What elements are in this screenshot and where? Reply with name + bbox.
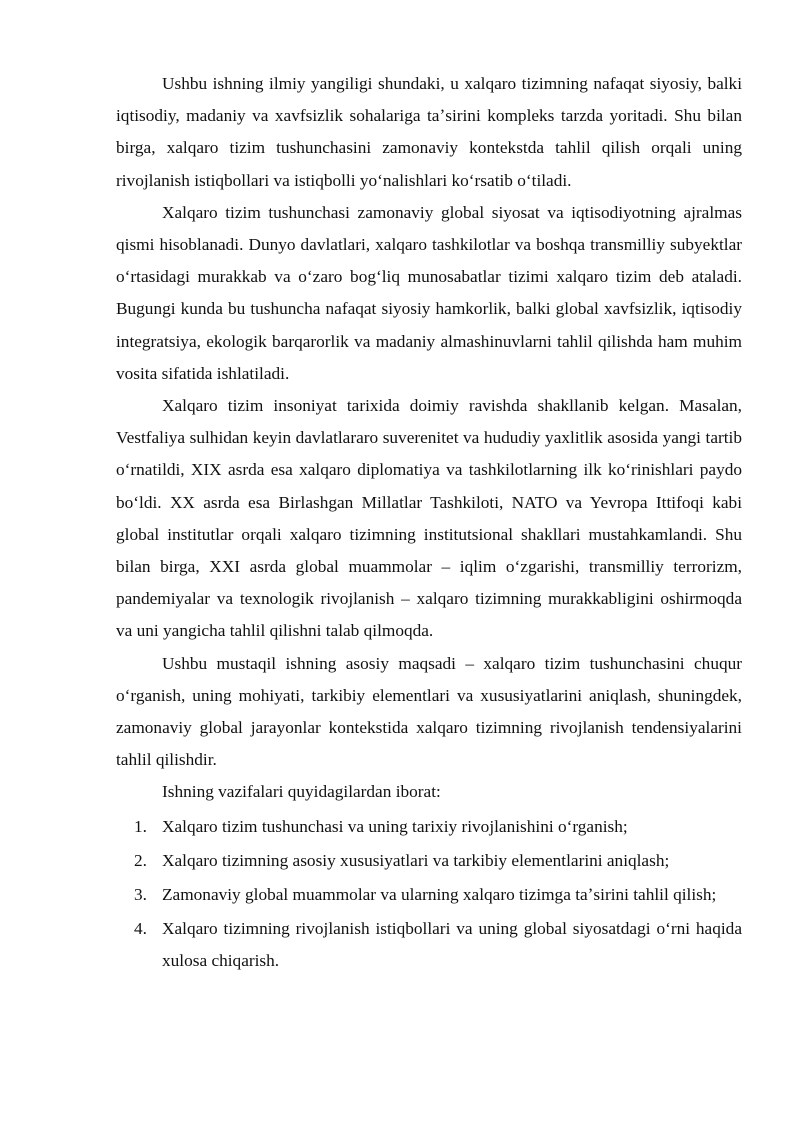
paragraph-definition: Xalqaro tizim tushunchasi zamonaviy global siyosat va iqtisodiyotning ajralmas qismi hisoblanadi. Dunyo davlatlari, xalqaro tashkilotlar va boshqa transmilliy subyektlar oʻrtasidagi murakkab va oʻzaro bogʻliq munosabatlar tizimi xalqaro tizim deb ataladi. Bugungi kunda bu tushuncha nafaqat siyosiy hamkorlik, balki global xavfsizlik, iqtisodiy integratsiya, ekologik barqarorlik va madaniy almashinuvlarni tahlil qilishda ham muhim vosita sifatida ishlatiladi. (116, 202, 742, 383)
tasks-list (116, 811, 742, 978)
list-item-text: Xalqaro tizimning rivojlanish istiqbollari va uning global siyosatdagi oʻrni haqida xulosa chiqarish. (162, 919, 742, 971)
paragraph-history: Xalqaro tizim insoniyat tarixida doimiy ravishda shakllanib kelgan. Masalan, Vestfaliya sulhidan keyin davlatlararo suverenitet va hududiy yaxlitlik asosida yangi tartib oʻrnatildi, XIX asrda esa xalqaro diplomatiya va tashkilotlarning ilk koʻrinishlari paydo boʻldi. XX asrda esa Birlashgan Millatlar Tashkiloti, NATO va Yevropa Ittifoqi kabi global institutlar orqali xalqaro tizimning institutsional shakllari mustahkamlandi. Shu bilan birga, XXI asrda global muammolar – iqlim oʻzgarishi, transmilliy terrorizm, pandemiyalar va texnologik rivojlanish – xalqaro tizimning murakkabligini oshirmoqda va uni yangicha tahlil qilishni talab qilmoqda. (116, 396, 742, 641)
list-item-number: 4. (134, 919, 147, 939)
list-item (116, 913, 742, 977)
list-item-number: 3. (134, 885, 147, 905)
list-item-text: Xalqaro tizim tushunchasi va uning tarixiy rivojlanishini oʻrganish; (162, 816, 628, 836)
list-item-number: 1. (134, 816, 147, 836)
list-item (116, 811, 742, 843)
list-item (116, 879, 742, 911)
list-item-text: Zamonaviy global muammolar va ularning xalqaro tizimga taʼsirini tahlil qilish; (162, 885, 717, 905)
tasks-intro: Ishning vazifalari quyidagilardan iborat: (162, 782, 441, 802)
list-item-text: Xalqaro tizimning asosiy xususiyatlari va tarkibiy elementlarini aniqlash; (162, 850, 670, 870)
paragraph-novelty: Ushbu ishning ilmiy yangiligi shundaki, u xalqaro tizimning nafaqat siyosiy, balki iqtisodiy, madaniy va xavfsizlik sohalariga taʼsirini kompleks tarzda yoritadi. Shu bilan birga, xalqaro tizim tushunchasini zamonaviy kontekstda tahlil qilish orqali uning rivojlanish istiqbollari va istiqbolli yoʻnalishlari koʻrsatib oʻtiladi. (116, 74, 742, 190)
list-item (116, 845, 742, 877)
paragraph-goal: Ushbu mustaqil ishning asosiy maqsadi – xalqaro tizim tushunchasini chuqur oʻrganish, uning mohiyati, tarkibiy elementlari va xususiyatlarini aniqlash, shuningdek, zamonaviy global jarayonlar kontekstida xalqaro tizimning rivojlanish tendensiyalarini tahlil qilishdir. (116, 653, 742, 770)
document-page (116, 68, 742, 980)
list-item-number: 2. (134, 850, 147, 870)
